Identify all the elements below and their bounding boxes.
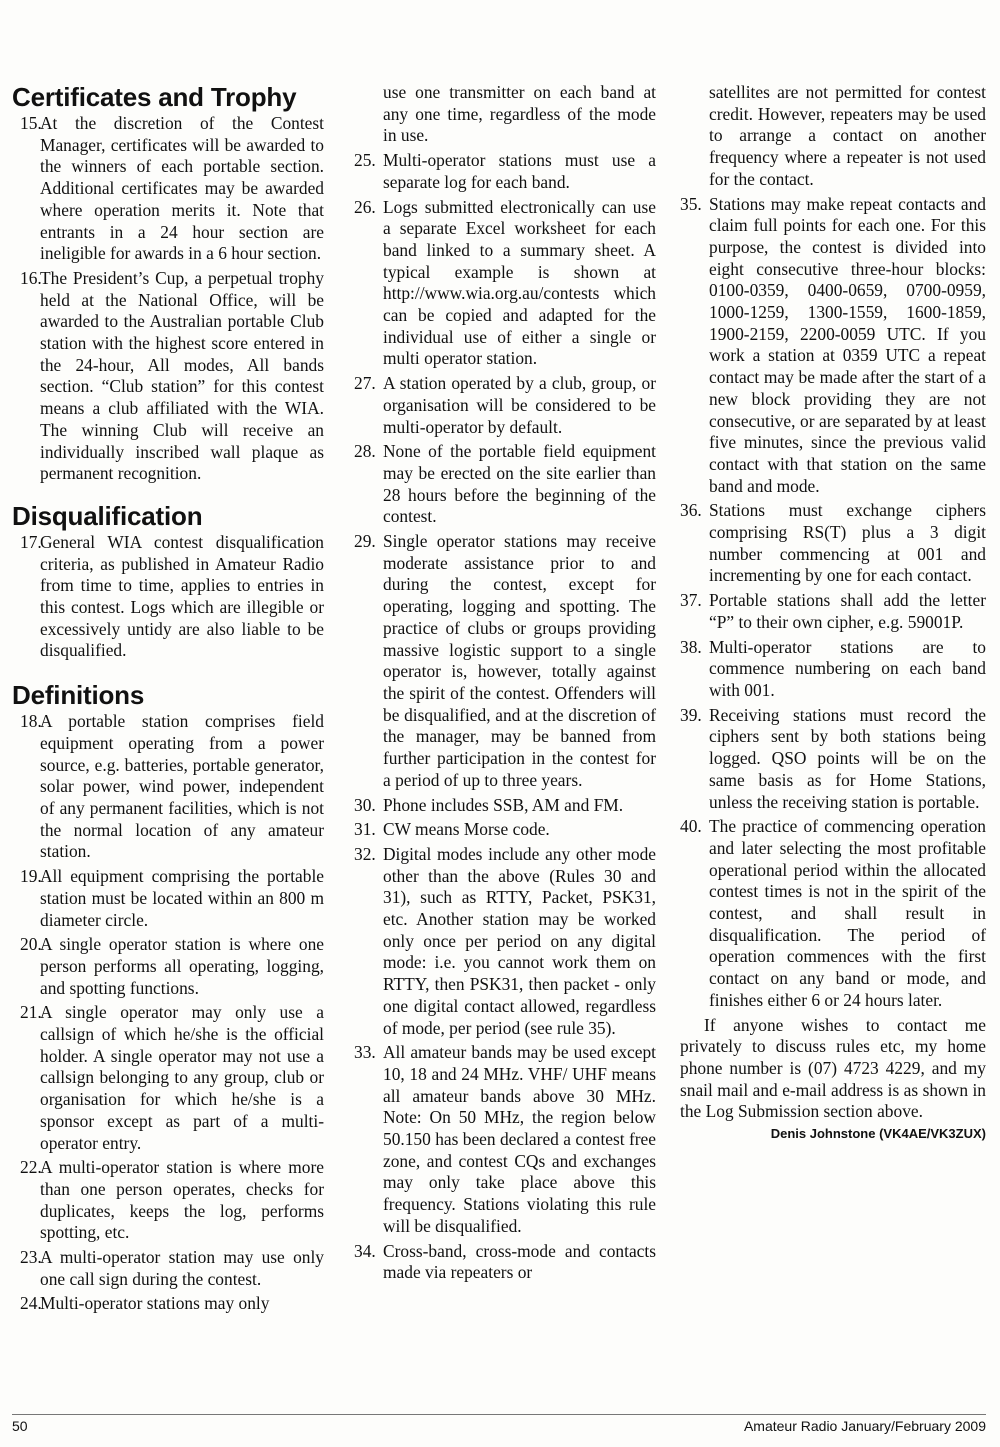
section-heading-disqualification: Disqualification [12,500,203,531]
section-heading-definitions: Definitions [12,680,145,711]
rule-26: 26. Logs submitted electronically can use a separate Excel worksheet for each band linked to a summary sheet. A typical example is shown at http://www.wia.org.au/contests which can be copied and adapted for the individual use of either a single or multi operator station. [354,196,656,369]
page-number: 50 [12,1418,28,1434]
rule-25: 25. Multi-operator stations must use a separate log for each band. [354,150,656,192]
rule-28: 28. None of the portable field equipment may be erected on the site earlier than 28 hours before the beginning of the contest. [354,441,656,527]
rule-16: 16.The President’s Cup, a perpetual trophy held at the National Office, will be awarded to the Australian portable Club station with the highest score entered in the 24-hour, All modes, All bands section. “Club station” for this contest means a club affiliated with the WIA. The winning Club will receive an individually inscribed wall plaque as permanent recognition. [20,267,324,484]
rule-37: 37. Portable stations shall add the letter “P” to their own cipher, e.g. 59001P. [680,590,986,632]
footer-divider [12,1414,986,1415]
rule-39: 39. Receiving stations must record the ciphers sent by both stations being logged. QSO points will be on the same basis as for Home Stations, unless the receiving station is portable. [680,704,986,812]
rule-30: 30. Phone includes SSB, AM and FM. [354,794,624,815]
column-3 [680,82,986,1141]
rule-24-continued: use one transmitter on each band at any one time, regardless of the mode in use. [383,82,656,146]
publication-footer: Amateur Radio January/February 2009 [743,1418,986,1434]
rule-21: 21.A single operator may only use a callsign of which he/she is the official holder. A single operator may not use a callsign belonging to any group, club or organisation for which he/she is a sponsor except as part of a multi-operator entry. [20,1002,324,1153]
rule-40: 40. The practice of commencing operation and later selecting the most profitable operational period within the allocated contest times is not in the spirit of the contest, and shall result in disqualification. The period of operation commences with the first contact on any band or mode, and finishes either 6 or 24 hours later. [680,816,986,1010]
column-2 [354,82,656,1287]
rule-29: 29. Single operator stations may receive moderate assistance prior to and during the contest, except for operating, logging and spotting. The practice of clubs or groups providing massive logistic support to a single operator is, however, totally against the spirit of the contest. Offenders will be disqualified, and at the discretion of the manager, may be banned from further participation in the contest for a period of up to three years. [354,531,656,790]
section-heading-certificates: Certificates and Trophy [12,82,297,112]
rule-33: 33. All amateur bands may be used except 10, 18 and 24 MHz. VHF/ UHF means all amateur bands above 30 MHz. Note: On 50 MHz, the region below 50.150 has been declared a contest free zone, and contest CQs and exchanges may only take place above this frequency. Stations violating this rule will be disqualified. [354,1042,656,1236]
author-signature: Denis Johnstone (VK4AE/VK3ZUX) [770,1126,986,1142]
rule-24: 24.Multi-operator stations may only [20,1293,270,1314]
rule-15: 15.At the discretion of the Contest Manager, certificates will be awarded to the winners of each portable section. Additional certificates may be awarded where operation merits it. Note that entrants in a 24 hour section are ineligible for awards in a 6 hour section. [20,113,324,264]
rule-35: 35. Stations may make repeat contacts and claim full points for each one. For this purpose, the contest is divided into eight consecutive three-hour blocks: 0100-0359, 0400-0659, 0700-0959, 1000-1259, 1300-1559, 1600-1859, 1900-2159, 2200-0059 UTC. If you work a station at 0359 UTC a repeat contact may be made after the start of a new block providing they are not consecutive, or are separated by at least five minutes, since the previous valid contact with that station on the same band and mode. [680,193,986,496]
rule-20: 20.A single operator station is where one person performs all operating, logging, and spotting functions. [20,934,324,998]
rule-22: 22.A multi-operator station is where more than one person operates, checks for duplicates, keeps the log, performs spotting, etc. [20,1157,324,1243]
rule-31: 31. CW means Morse code. [354,819,550,840]
rule-23: 23.A multi-operator station may use only one call sign during the contest. [20,1247,324,1289]
rule-34: 34. Cross-band, cross-mode and contacts made via repeaters or [354,1240,656,1283]
rule-19: 19.All equipment comprising the portable station must be located within an 800 m diameter circle. [20,866,324,930]
column-1 [12,82,324,1318]
rule-32: 32. Digital modes include any other mode other than the above (Rules 30 and 31), such as RTTY, Packet, PSK31, etc. Another station may be worked only once per period on any digital mode: i.e. you cannot work them on RTTY, then PSK31, then packet - only one digital contact allowed, regardless of mode, per period (see rule 35). [354,843,656,1038]
rule-36: 36. Stations must exchange ciphers comprising RS(T) plus a 3 digit number commencing at 001 and incrementing by one for each contact. [680,500,986,586]
closing-paragraph: If anyone wishes to contact me privately to discuss rules etc, my home phone number is (07) 4723 4229, and my snail mail and e-mail address is as shown in the Log Submission section above. [680,1014,986,1122]
rule-34-continued: satellites are not permitted for contest credit. However, repeaters may be used to arrange a contact on another frequency where a repeater is not used for the contact. [709,82,986,189]
rule-27: 27. A station operated by a club, group, or organisation will be considered to be multi-operator by default. [354,373,656,437]
rule-38: 38. Multi-operator stations are to commence numbering on each band with 001. [680,636,986,700]
rule-18: 18.A portable station comprises field equipment operating from a power source, e.g. batteries, portable generator, solar power, wind power, independent of any permanent facilities, which is not the normal location of any amateur station. [20,711,324,862]
rule-17: 17.General WIA contest disqualification criteria, as published in Amateur Radio from time to time, applies to entries in this contest. Logs which are illegible or excessively untidy are also liable to be disqualified. [20,531,324,661]
